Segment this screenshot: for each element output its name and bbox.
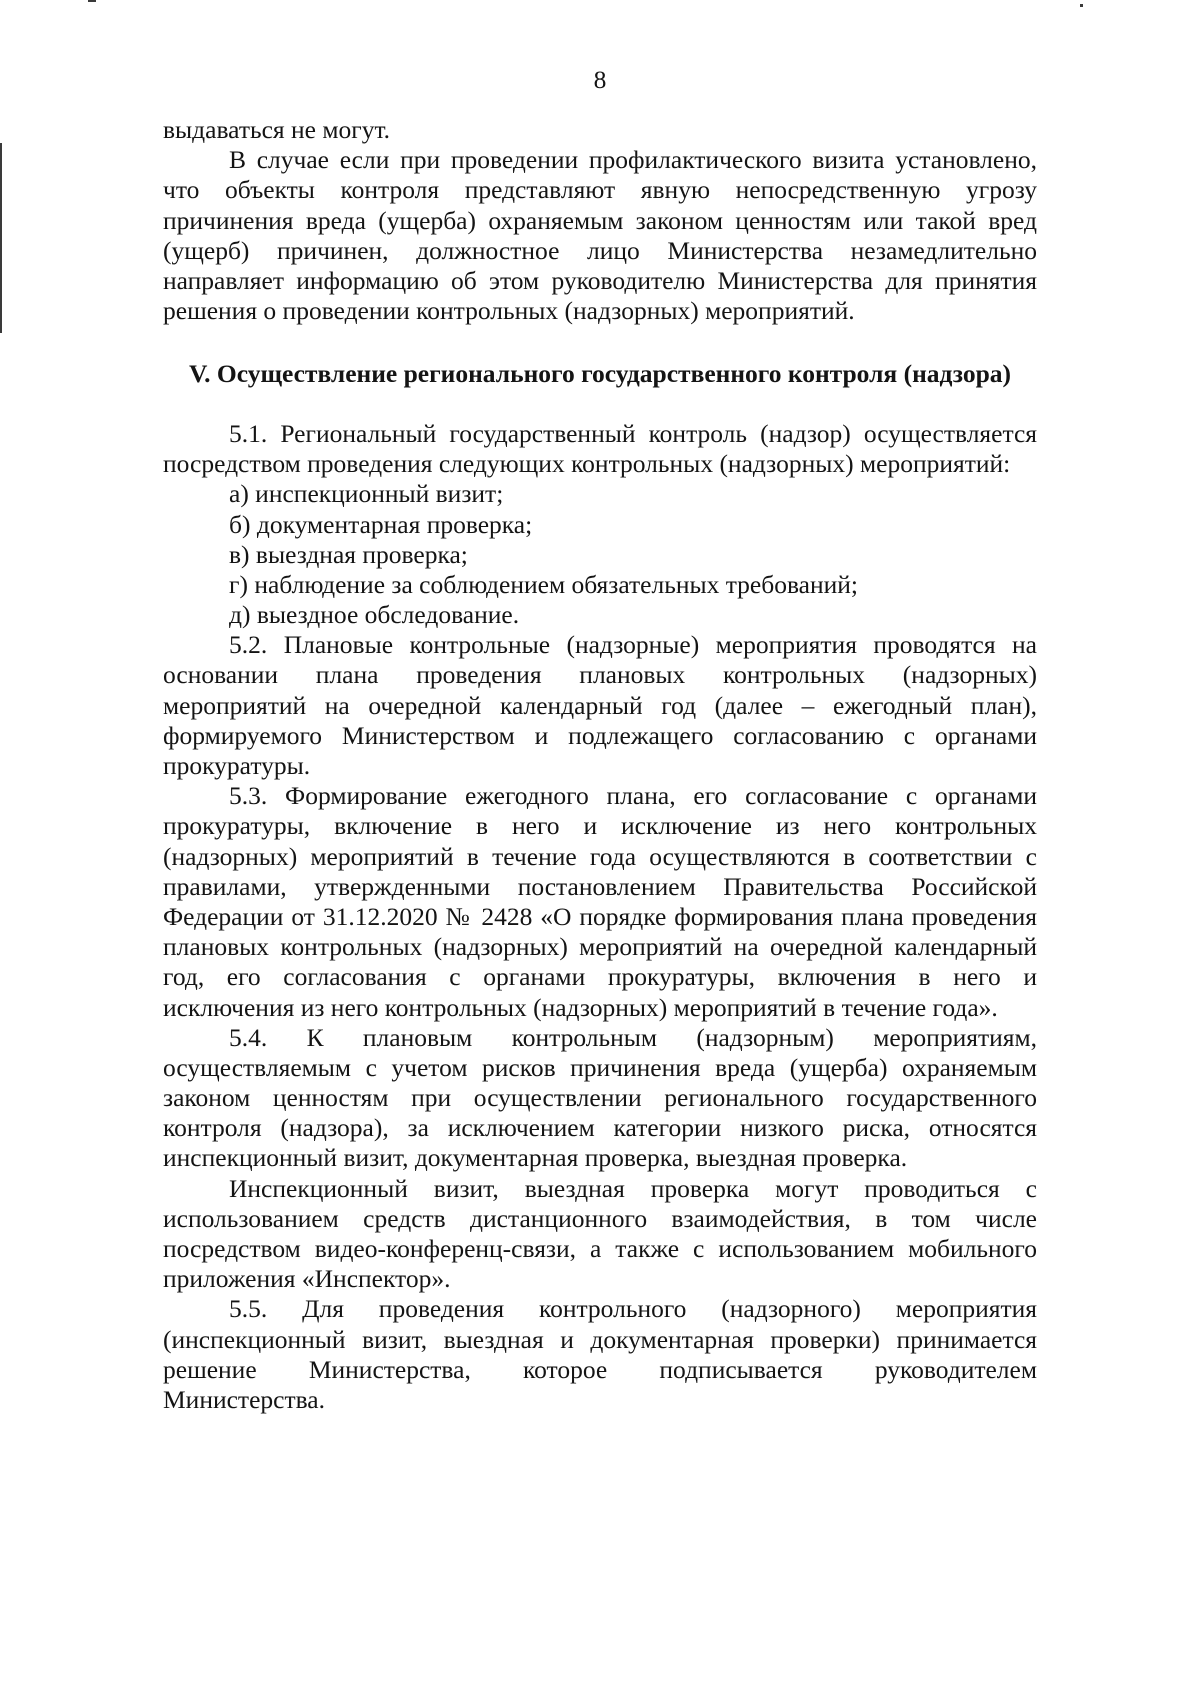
text-line: контроля (надзора), за исключением категории низкого риска, относятся xyxy=(163,1113,1037,1143)
paragraph-5-2 xyxy=(163,630,1037,781)
text-line: Федерации от 31.12.2020 № 2428 «О порядке формирования плана проведения xyxy=(163,901,1037,931)
paragraph-preventive-visit-threat xyxy=(163,145,1037,326)
scan-corner-mark xyxy=(88,0,96,2)
text-line: посредством проведения следующих контрольных (надзорных) мероприятий: xyxy=(163,449,1011,479)
text-line: 5.3. Формирование ежегодного плана, его согласование с органами xyxy=(229,781,1037,811)
text-line: правилами, утвержденными постановлением Правительства Российской xyxy=(163,871,1037,901)
section-heading: V. Осуществление регионального государственного контроля (надзора) xyxy=(189,359,1011,388)
text-line: исключения из него контрольных (надзорных) мероприятий в течение года». xyxy=(163,992,998,1022)
text-line: выдаваться не могут. xyxy=(163,115,391,144)
text-line: в) выездная проверка; xyxy=(229,539,468,569)
text-line: причинения вреда (ущерба) охраняемым законом ценностям или такой вред xyxy=(163,205,1037,235)
text-line: приложения «Инспектор». xyxy=(163,1264,451,1294)
list-item xyxy=(163,600,1037,630)
text-line: посредством видео-конференц-связи, а также с использованием мобильного xyxy=(163,1234,1037,1264)
text-line: прокуратуры. xyxy=(163,751,311,781)
text-line: Инспекционный визит, выездная проверка могут проводиться с xyxy=(229,1173,1037,1203)
list-item xyxy=(163,540,1037,570)
text-line: 5.4. К плановым контрольным (надзорным) мероприятиям, xyxy=(229,1022,1037,1052)
text-line: год, его согласования с органами прокуратуры, включения в него и xyxy=(163,962,1037,992)
paragraph-remote-inspection xyxy=(163,1174,1037,1295)
text-line: использованием средств дистанционного взаимодействия, в том числе xyxy=(163,1203,1037,1233)
scan-corner-mark xyxy=(1080,4,1083,7)
text-line: основании плана проведения плановых контрольных (надзорных) xyxy=(163,660,1037,690)
text-line: прокуратуры, включение в него и исключение из него контрольных xyxy=(163,811,1037,841)
text-line: мероприятий на очередной календарный год (далее – ежегодный план), xyxy=(163,690,1037,720)
text-line: 5.5. Для проведения контрольного (надзорного) мероприятия xyxy=(229,1294,1037,1324)
scan-edge-mark xyxy=(0,143,2,333)
paragraph-5-1 xyxy=(163,419,1037,479)
page-number: 8 xyxy=(593,65,607,94)
paragraph-continuation xyxy=(163,115,1037,145)
text-line: б) документарная проверка; xyxy=(229,509,533,539)
text-line: В случае если при проведении профилактического визита установлено, xyxy=(229,145,1037,175)
paragraph-5-3 xyxy=(163,781,1037,1023)
text-line: законом ценностям при осуществлении регионального государственного xyxy=(163,1083,1037,1113)
text-line: 5.1. Региональный государственный контроль (надзор) осуществляется xyxy=(229,418,1037,448)
text-line: формируемого Министерством и подлежащего согласованию с органами xyxy=(163,720,1037,750)
text-line: осуществляемым с учетом рисков причинения вреда (ущерба) охраняемым xyxy=(163,1052,1037,1082)
text-line: д) выездное обследование. xyxy=(229,600,520,630)
document-body xyxy=(163,115,1037,1415)
text-line: а) инспекционный визит; xyxy=(229,479,504,509)
paragraph-5-5 xyxy=(163,1294,1037,1415)
list-item xyxy=(163,479,1037,509)
text-line: (инспекционный визит, выездная и документарная проверки) принимается xyxy=(163,1324,1037,1354)
text-line: решения о проведении контрольных (надзорных) мероприятий. xyxy=(163,296,855,326)
paragraph-5-4 xyxy=(163,1023,1037,1174)
text-line: г) наблюдение за соблюдением обязательных требований; xyxy=(229,569,859,599)
list-item xyxy=(163,570,1037,600)
text-line: (надзорных) мероприятий в течение года осуществляются в соответствии с xyxy=(163,841,1037,871)
text-line: Министерства. xyxy=(163,1384,326,1414)
list-item xyxy=(163,510,1037,540)
text-line: плановых контрольных (надзорных) мероприятий на очередной календарный xyxy=(163,932,1037,962)
text-line: инспекционный визит, документарная проверка, выездная проверка. xyxy=(163,1143,908,1173)
text-line: что объекты контроля представляют явную непосредственную угрозу xyxy=(163,175,1037,205)
text-line: (ущерб) причинен, должностное лицо Министерства незамедлительно xyxy=(163,235,1037,265)
text-line: направляет информацию об этом руководителю Министерства для принятия xyxy=(163,265,1037,295)
text-line: решение Министерства, которое подписывается руководителем xyxy=(163,1354,1037,1384)
text-line: 5.2. Плановые контрольные (надзорные) мероприятия проводятся на xyxy=(229,630,1037,660)
